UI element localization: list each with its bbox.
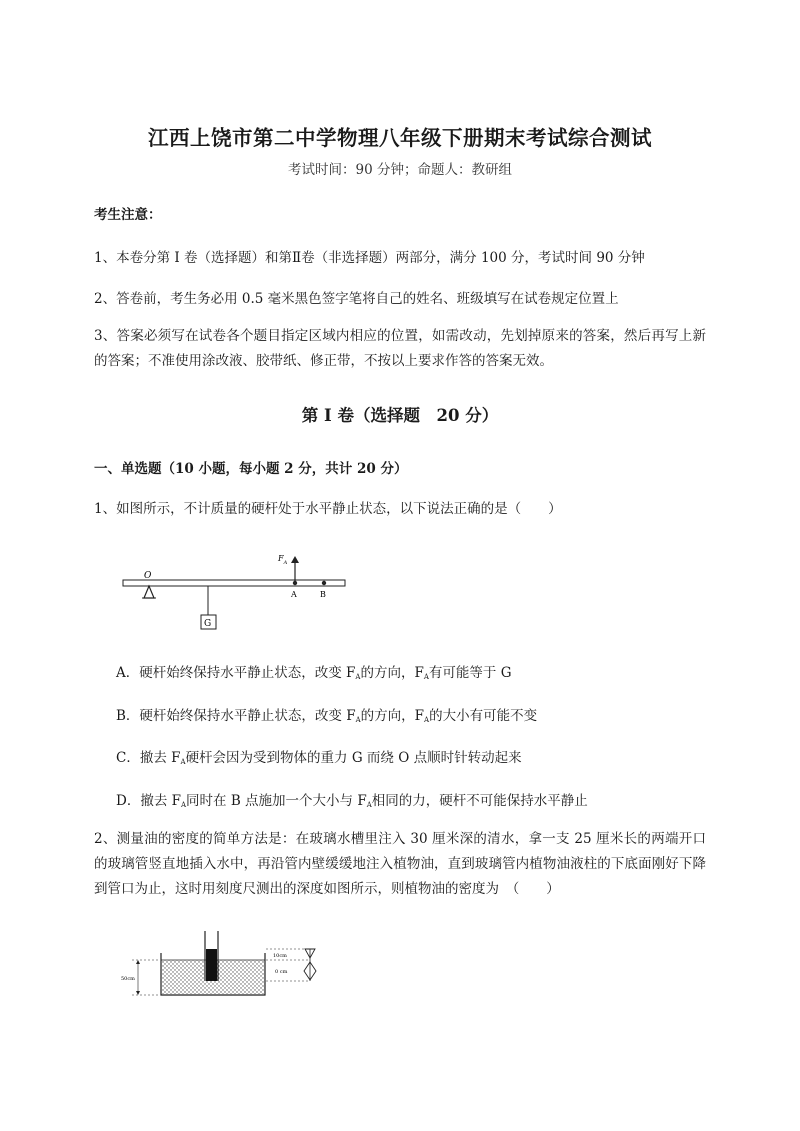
notice-item-1: 1、本卷分第 I 卷（选择题）和第Ⅱ卷（非选择题）两部分，满分 100 分，考试时间 90 分钟: [94, 250, 645, 266]
point-b-dot: [322, 581, 326, 585]
question-2-stem: 2、测量油的密度的简单方法是：在玻璃水槽里注入 30 厘米深的清水，拿一支 25 厘米长的两端开口的玻璃管竖直地插入水中，再沿管内壁缓缓地注入植物油，直到玻璃管内植物油液柱的下底面刚好下降到管口为止，这时用刻度尺测出的深度如图所示，则植物油的密度为 （ ）: [94, 831, 706, 897]
notice-heading: 考生注意：: [94, 207, 162, 223]
point-a-label: A: [291, 590, 297, 599]
page-title: 江西上饶市第二中学物理八年级下册期末考试综合测试: [148, 126, 652, 150]
oil-column: [206, 949, 217, 981]
lever-bar: [123, 580, 345, 586]
option-c[interactable]: C．撤去 $F_A$硬杆会因为受到物体的重力 G 而绕 O 点顺时针转动起来: [116, 750, 522, 766]
pivot-label: O: [144, 571, 152, 581]
force-label: $F_A$: [278, 554, 288, 566]
weight-label: G: [204, 619, 212, 629]
section-title: 第 I 卷（选择题 20 分）: [301, 406, 499, 425]
notice-item-3: 3、答案必须写在试卷各个题目指定区域内相应的位置，如需改动，先划掉原来的答案，然后再写上新的答案；不准使用涂改液、胶带纸、修正带，不按以上要求作答的答案无效。: [94, 328, 706, 369]
option-a[interactable]: A．硬杆始终保持水平静止状态，改变 $F_A$的方向，$F_A$有可能等于 G: [116, 665, 512, 681]
depth-label-top: 10cm: [273, 953, 287, 959]
option-b[interactable]: B．硬杆始终保持水平静止状态，改变 $F_A$的方向，$F_A$的大小有可能不变: [116, 708, 538, 724]
depth-label-left: 50cm: [121, 976, 135, 982]
tank-diagram: [118, 925, 343, 1000]
part-heading: 一、单选题（10 小题，每小题 2 分，共计 20 分）: [94, 461, 408, 477]
exam-info: 考试时间：90 分钟；命题人：教研组: [288, 162, 512, 178]
option-d[interactable]: D．撤去 $F_A$同时在 B 点施加一个大小与 $F_A$相同的力，硬杆不可能保持水平静止: [116, 793, 588, 809]
notice-item-2: 2、答卷前，考生务必用 0.5 毫米黑色签字笔将自己的姓名、班级填写在试卷规定位置上: [94, 291, 619, 307]
question-1-stem: 1、如图所示，不计质量的硬杆处于水平静止状态，以下说法正确的是（ ）: [94, 501, 562, 517]
point-b-label: B: [320, 590, 326, 599]
depth-label-mid: 0 cm: [275, 969, 288, 975]
point-a-dot: [293, 581, 297, 585]
pivot-triangle: [144, 586, 154, 598]
lever-diagram: [115, 545, 355, 635]
